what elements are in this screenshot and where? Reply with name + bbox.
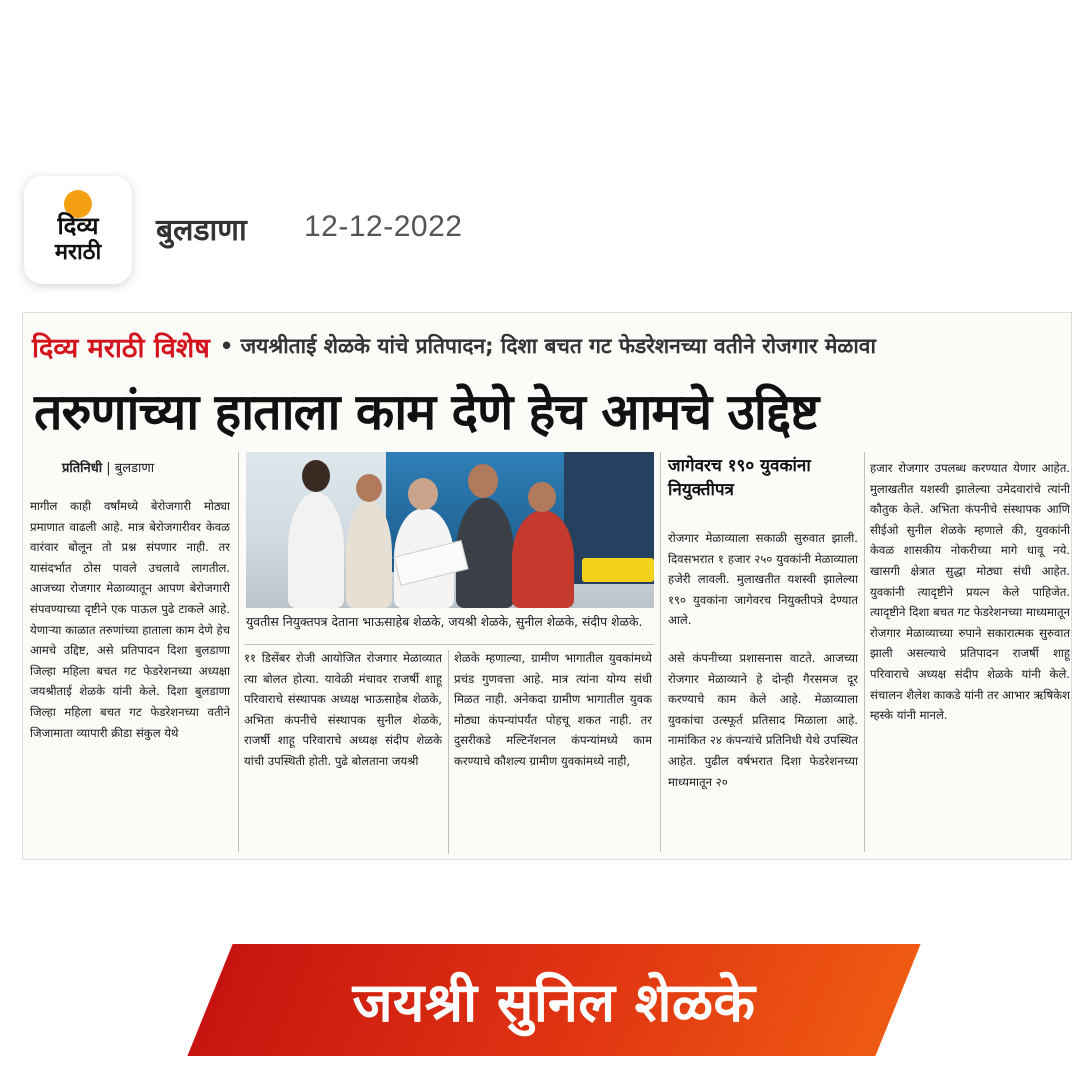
column-divider <box>660 452 661 852</box>
name-banner-text: जयश्री सुनिल शेळके <box>352 971 756 1034</box>
photo-person <box>346 500 392 608</box>
column-divider <box>238 452 239 852</box>
byline <box>62 458 154 476</box>
photo-person-head <box>356 474 382 502</box>
article-kicker <box>32 324 876 368</box>
column-divider <box>864 452 865 852</box>
byline-separator: | <box>102 461 115 476</box>
article-column-5: हजार रोजगार उपलब्ध करण्यात येणार आहेत. मुलाखतीत यशस्वी झालेल्या उमेदवारांचे त्यांनी कौतुक केले. अभिता कंपनीचे संस्थापक आणि सीईओ सुनील शेळके म्हणाले की, युवकांनी केवळ शासकीय नोकरीच्या मागे धावू नये. खासगी क्षेत्रात सुद्धा मोठ्या संधी आहेत. युवकांनी त्यादृष्टीने प्रयत्न केले पाहिजेत. त्यादृष्टीने दिशा बचत गट फेडरेशनच्या माध्यमातून रोजगार मेळाव्याच्या रुपाने सकारात्मक सुरुवात झाली असल्याचे प्रतिपादन राजर्षी शाहू परिवाराचे अध्यक्ष संदीप शेळके यांनी केले. संचालन शैलेश काकडे यांनी तर आभार ऋषिकेश म्हस्के यांनी मानले. <box>870 461 1070 723</box>
article-headline: तरुणांच्या हाताला काम देणे हेच आमचे उद्दिष्ट <box>34 383 819 441</box>
event-photo <box>246 452 654 608</box>
sidebar-headline: जागेवरच १९० युवकांना नियुक्तीपत्र <box>668 456 811 500</box>
article-column-4-top: रोजगार मेळाव्याला सकाळी सुरुवात झाली. दिवसभरात १ हजार २५० युवकांनी मेळाव्याला हजेरी लावली. मुलाखतीत यशस्वी झालेल्या १९० युवकांना जागेवरच नियुक्तीपत्रे देण्यात आले. <box>668 531 858 628</box>
kicker-text: • जयश्रीताई शेळके यांचे प्रतिपादन; दिशा बचत गट फेडरेशनच्या वतीने रोजगार मेळावा <box>219 334 876 358</box>
logo-text-line2: मराठी <box>54 240 102 265</box>
article-column-1: मागील काही वर्षांमध्ये बेरोजगारी मोठ्या प्रमाणात वाढली आहे. मात्र बेरोजगारीवर केवळ वारंवार बोलून तो प्रश्न संपणार नाही. तर यासंदर्भात ठोस पावले उचलावे लागतील. आजच्या रोजगार मेळाव्यातून आपण बेरोजगारी संपवण्याच्या दृष्टीने एक पाऊल पुढे टाकले आहे. येणाऱ्या काळात तरुणांच्या हाताला काम देणे हेच आमचे उद्दिष्ट, असे प्रतिपादन दिशा बुलडाणा जिल्हा महिला बचत गट फेडरेशनच्या अध्यक्षा जयश्रीताई शेळके यांनी केले. दिशा बुलडाणा जिल्हा महिला बचत गट फेडरेशनच्या वतीने जिजामाता व्यापारी क्रीडा संकुल येथे <box>30 499 230 740</box>
byline-place: बुलडाणा <box>114 461 155 476</box>
photo-person-head <box>468 464 498 498</box>
photo-caption: युवतीस नियुक्तपत्र देताना भाऊसाहेब शेळके, जयश्री शेळके, सुनील शेळके, संदीप शेळके. <box>246 614 643 629</box>
article-column-2: ११ डिसेंबर रोजी आयोजित रोजगार मेळाव्यात त्या बोलत होत्या. यावेळी मंचावर राजर्षी शाहू परिवाराचे संस्थापक अध्यक्ष भाऊसाहेब शेळके, अभिता कंपनीचे संस्थापक सुनील शेळके, राजर्षी शाहू परिवाराचे अध्यक्ष संदीप शेळके यांची उपस्थिती होती. पुढे बोलताना जयश्री <box>244 651 442 768</box>
byline-label: प्रतिनिधी <box>62 461 103 476</box>
photo-person <box>288 492 344 608</box>
logo-text-line1: दिव्य <box>57 212 99 240</box>
photo-person <box>512 510 574 608</box>
photo-date-strip <box>582 558 654 582</box>
photo-person-head <box>408 478 438 510</box>
article-column-3: शेळके म्हणाल्या, ग्रामीण भागातील युवकांमध्ये प्रचंड गुणवत्ता आहे. मात्र त्यांना योग्य संधी मिळत नाही. अनेकदा ग्रामीण भागातील युवक मोठ्या कंपन्यांपर्यंत पोहचू शकत नाही. तर दुसरीकडे मल्टिनॅशनल कंपन्यांमध्ये काम करण्याचे कौशल्य ग्रामीण युवकांमध्ये नाही, <box>454 651 652 768</box>
edition-date: 12-12-2022 <box>304 210 463 243</box>
kicker-brand: दिव्य मराठी विशेष <box>32 332 210 364</box>
article-column-4-bottom: असे कंपनीच्या प्रशासनास वाटते. आजच्या रोजगार मेळाव्याने हे दोन्ही गैरसमज दूर करण्याचे काम केले आहे. मेळाव्याला युवकांचा उत्स्फूर्त प्रतिसाद मिळाला आहे. नामांकित २४ कंपन्यांचे प्रतिनिधी येथे उपस्थित आहेत. पुढील वर्षभरात दिशा फेडरेशनच्या माध्यमातून २० <box>668 651 858 789</box>
photo-person-head <box>528 482 556 512</box>
caption-divider <box>244 644 654 645</box>
column-divider <box>448 650 449 854</box>
photo-person-head <box>302 460 330 492</box>
edition-city: बुलडाणा <box>156 213 247 248</box>
